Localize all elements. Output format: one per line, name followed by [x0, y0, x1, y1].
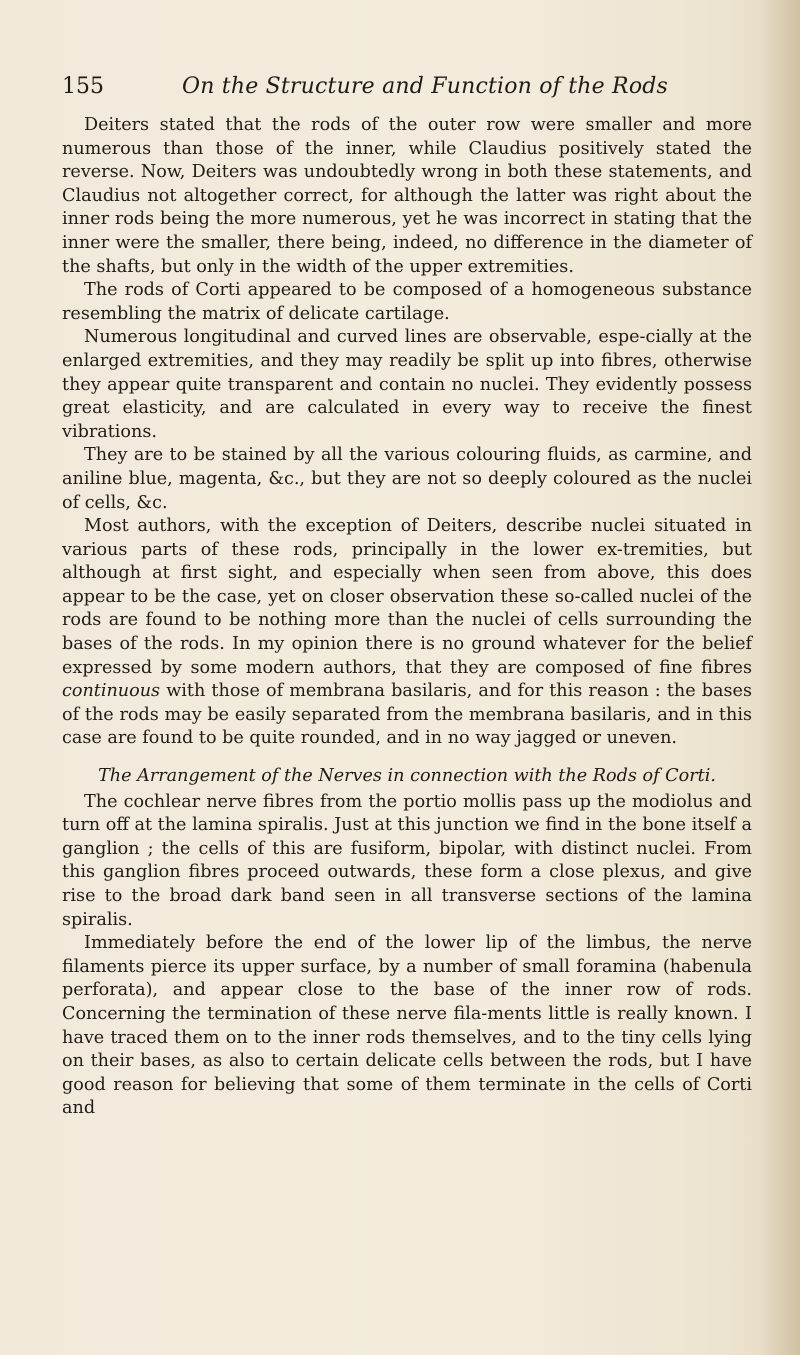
paragraph-nuclei [62, 515, 752, 751]
running-head [62, 70, 752, 110]
paragraph-staining: They are to be stained by all the various colouring fluids, as carmine, and aniline blue, magenta, &c., but they are not so deeply coloured as the nuclei of cells, &c. [62, 445, 752, 513]
section-heading: The Arrangement of the Nerves in connection with the Rods of Corti. [98, 766, 716, 787]
paragraph-nuclei-part2: with those of membrana basilaris, and for this reason : the bases of the rods may be easily separated from the membrana basilaris, and in this case are found to be quite rounded, and in no way jagged or uneven. [62, 681, 752, 749]
page-content [62, 70, 752, 1121]
paragraph-nerve-filaments: Immediately before the end of the lower lip of the limbus, the nerve filaments pierce its upper surface, by a number of small foramina (habenula perforata), and appear close to the base of the inner row of rods. Concerning the termination of these nerve fila-ments little is really known. I have traced them on to the inner rods themselves, and to the tiny cells lying on their bases, as also to certain delicate cells between the rods, but I have good reason for believing that some of them terminate in the cells of Corti and [62, 933, 752, 1119]
paragraph-cochlear-nerve: The cochlear nerve fibres from the portio mollis pass up the modiolus and turn off at the lamina spiralis. Just at this junction we find in the bone itself a ganglion ; the cells of this are fusiform, bipolar, with distinct nuclei. From this ganglion fibres proceed outwards, these form a close plexus, and give rise to the broad dark band seen in all transverse sections of the lamina spiralis. [62, 791, 752, 930]
running-title: On the Structure and Function of the Rods [182, 74, 669, 99]
paragraph-deiters-claudius: Deiters stated that the rods of the outer row were smaller and more numerous than those of the inner, while Claudius positively stated the reverse. Now, Deiters was undoubtedly wrong in both these statements, and Claudius not altogether correct, for although the latter was right about the inner rods being the more numerous, yet he was incorrect in stating that the inner were the smaller, there being, indeed, no difference in the diameter of the shafts, but only in the width of the upper extremities. [62, 115, 752, 277]
paragraph-nuclei-part1: Most authors, with the exception of Deiters, describe nuclei situated in various parts of these rods, principally in the lower ex-tremities, but although at first sight, and especially when seen from above, this does appear to be the case, yet on closer observation these so-called nuclei of the rods are found to be nothing more than the nuclei of cells surrounding the bases of the rods. In my opinion there is no ground whatever for the belief expressed by some modern authors, that they are composed of fine fibres [62, 516, 752, 678]
emphasis-continuous: continuous [62, 681, 161, 702]
paragraph-lines: Numerous longitudinal and curved lines are observable, espe-cially at the enlarged extremities, and they may readily be split up into fibres, otherwise they appear quite transparent and contain no nuclei. They evidently possess great elasticity, and are calculated in every way to receive the finest vibrations. [62, 327, 752, 442]
paragraph-composition: The rods of Corti appeared to be composed of a homogeneous substance resembling the matrix of delicate cartilage. [62, 280, 752, 324]
page-edge-shadow [760, 0, 800, 1355]
page-number: 155 [62, 74, 104, 99]
